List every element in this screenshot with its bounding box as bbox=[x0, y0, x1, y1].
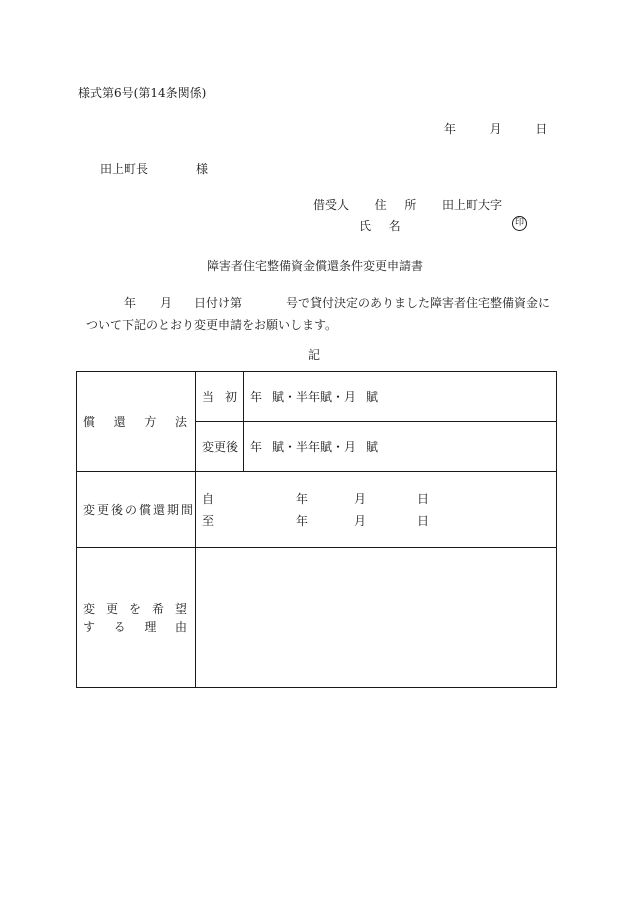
changed-label-cell bbox=[196, 422, 244, 472]
option-year: 年 bbox=[250, 440, 263, 454]
body-text bbox=[76, 292, 550, 336]
body-day-no: 日付け第 bbox=[194, 296, 243, 310]
period-from-year: 年 bbox=[296, 491, 309, 506]
body-year: 年 bbox=[124, 296, 137, 310]
form-number: 様式第6号(第14条関係) bbox=[78, 86, 207, 100]
document-title: 障害者住宅整備資金償還条件変更申請書 bbox=[207, 259, 424, 273]
period-from-day: 日 bbox=[417, 491, 430, 506]
name-label-1: 氏 bbox=[359, 219, 372, 233]
address-label-2: 所 bbox=[404, 198, 417, 212]
reason-label-char: 更 bbox=[105, 601, 118, 616]
date-line bbox=[444, 122, 547, 136]
borrower-address-line bbox=[313, 198, 502, 212]
date-month-label: 月 bbox=[489, 122, 502, 136]
reason-label-char: を bbox=[128, 601, 141, 616]
form-table bbox=[76, 371, 557, 688]
period-value-cell bbox=[196, 472, 557, 548]
reason-label-char: 変 bbox=[83, 601, 96, 616]
date-year-label: 年 bbox=[444, 122, 457, 136]
period-from-line bbox=[196, 488, 556, 510]
reason-label-char: 由 bbox=[174, 619, 187, 634]
reason-label-char: 理 bbox=[144, 619, 157, 634]
initial-label-char: 初 bbox=[224, 390, 237, 404]
option-fu: 賦 bbox=[366, 390, 379, 404]
repayment-label-char: 法 bbox=[174, 415, 187, 429]
body-line-2: ついて下記のとおり変更申請をお願いします。 bbox=[86, 318, 338, 332]
reason-label-char: す bbox=[83, 619, 96, 634]
initial-label-char: 当 bbox=[202, 390, 215, 404]
initial-label bbox=[196, 388, 243, 405]
ki-heading: 記 bbox=[308, 348, 321, 362]
reason-label-char: 望 bbox=[174, 601, 187, 616]
reason-label-char: る bbox=[113, 619, 126, 634]
changed-options-cell bbox=[244, 422, 557, 472]
addressee-name: 田上町長 bbox=[100, 162, 149, 176]
body-line-1 bbox=[76, 292, 550, 314]
borrower-name-line bbox=[359, 219, 401, 233]
option-fu: 賦 bbox=[366, 440, 379, 454]
repayment-method-label-cell bbox=[77, 372, 196, 472]
repayment-method-label bbox=[77, 413, 195, 430]
addressee-honorific: 様 bbox=[196, 162, 209, 176]
period-row bbox=[77, 472, 557, 548]
option-halfyear-month: 賦・半年賦・月 bbox=[272, 390, 357, 404]
initial-options-cell bbox=[244, 372, 557, 422]
repayment-initial-row bbox=[77, 372, 557, 422]
period-to-year: 年 bbox=[296, 513, 309, 528]
period-label: 変更後の償還期間 bbox=[83, 503, 196, 517]
addressee bbox=[100, 162, 208, 176]
period-from-month: 月 bbox=[354, 491, 367, 506]
repayment-label-char: 還 bbox=[113, 415, 126, 429]
period-to-day: 日 bbox=[417, 513, 430, 528]
date-day-label: 日 bbox=[535, 122, 548, 136]
period-to-line bbox=[196, 510, 556, 532]
reason-label bbox=[77, 600, 195, 636]
repayment-label-char: 方 bbox=[144, 415, 157, 429]
initial-label-cell bbox=[196, 372, 244, 422]
seal-mark: 印 bbox=[512, 216, 527, 231]
option-halfyear-month: 賦・半年賦・月 bbox=[272, 440, 357, 454]
repayment-label-char: 償 bbox=[83, 415, 96, 429]
body-rest: 号で貸付決定のありました障害者住宅整備資金に bbox=[286, 296, 551, 310]
option-year: 年 bbox=[250, 390, 263, 404]
address-value: 田上町大字 bbox=[442, 198, 503, 212]
name-label-2: 名 bbox=[388, 219, 401, 233]
body-month: 月 bbox=[160, 296, 173, 310]
period-to-month: 月 bbox=[354, 513, 367, 528]
reason-value-cell[interactable] bbox=[196, 548, 557, 688]
borrower-role: 借受人 bbox=[313, 198, 350, 212]
period-from-label: 自 bbox=[202, 491, 215, 506]
reason-row bbox=[77, 548, 557, 688]
address-label-1: 住 bbox=[374, 198, 387, 212]
period-label-cell bbox=[77, 472, 196, 548]
changed-label: 変更後 bbox=[202, 440, 239, 454]
reason-label-cell bbox=[77, 548, 196, 688]
period-to-label: 至 bbox=[202, 513, 215, 528]
reason-label-char: 希 bbox=[151, 601, 164, 616]
